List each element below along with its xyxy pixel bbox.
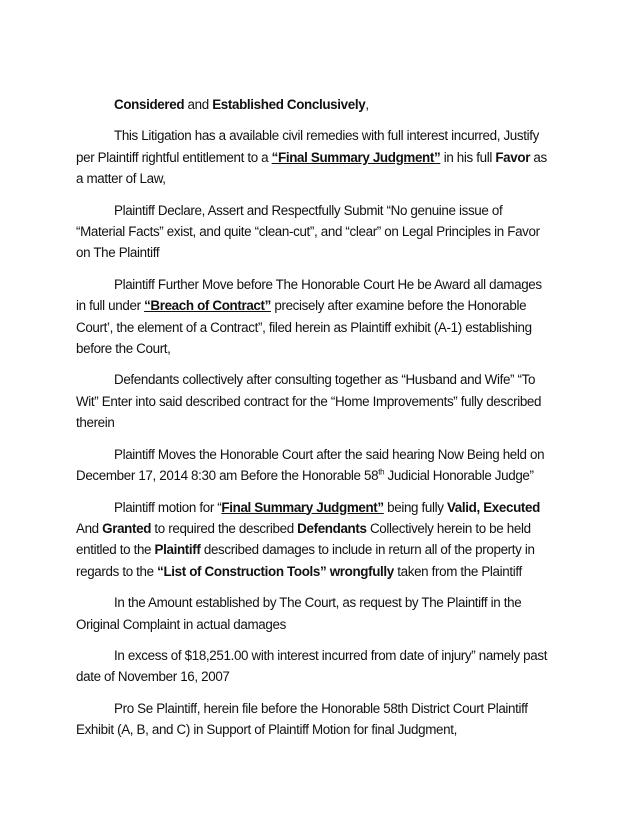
text-run: In excess of $18,251.00 with interest incurred from date of injury” namely past date of November 16, 2007 [76,647,548,685]
paragraph-excess [76,645,554,688]
text-run: This Litigation has a available civil remedies with full interest incurred, Justify per Plaintiff rightful entitlement to a [76,128,539,165]
text-run: precisely after examine before the Honorable Court’, the element of a Contract”, filed herein as Plaintiff exhibit (A-1) establishing before the Court, [76,298,532,357]
emphasis-final-summary-judgment: “Final Summary Judgment” [271,149,441,165]
emphasis-breach-of-contract: “Breach of Contract” [144,298,271,314]
paragraph-litigation-remedies [76,125,554,189]
text-run: Plaintiff Moves the Honorable Court after the said hearing Now Being held on December 17, 2014 8:30 am Before the Honorable 58 [76,446,545,484]
superscript-th: th [378,467,385,477]
text-run: and [184,97,213,112]
text-run: In the Amount established by The Court, as request by The Plaintiff in the Original Complaint in actual damages [76,595,522,632]
paragraph-further-move [76,274,554,360]
bold-text: Plaintiff [154,542,201,558]
text-run: Judicial Honorable Judge” [384,468,534,484]
bold-text: Established Conclusively [212,97,366,112]
paragraph-pro-se [76,698,554,741]
bold-text: Valid, Executed [446,499,540,515]
bold-text: “List of Construction Tools” wrongfully [157,563,394,579]
text-run: described damages to include in return all of the property in regards to the [76,542,535,579]
text-run: taken from the Plaintiff [393,563,522,579]
emphasis-final-summary-judgment: Final Summary Judgment” [221,499,384,515]
text-run: Collectively herein to be held entitled to the [76,520,531,558]
text-run: in his full [440,149,496,165]
bold-text: Favor [495,149,531,165]
bold-text: Considered [114,97,185,112]
text-run: Plaintiff Declare, Assert and Respectfully Submit “No genuine issue of “Material Facts” exist, and quite “clean-cut”, and “clear” on Legal Principles in Favor on The Plaintiff [76,202,540,261]
text-run: And [76,520,103,536]
paragraph-amount [76,592,554,635]
text-run: being fully [383,499,447,515]
text-run: Plaintiff Further Move before The Honorable Court He be Award all damages in full under [76,276,542,314]
paragraph-motion [76,497,554,583]
text-run: Plaintiff motion for “ [114,499,222,515]
bold-text: Granted [102,520,152,536]
paragraph-defendants [76,369,554,433]
text-run: to required the described [151,520,298,536]
paragraph-declare-assert [76,200,554,264]
paragraph-considered [76,94,554,115]
paragraph-hearing [76,444,554,487]
text-run: Pro Se Plaintiff, herein file before the Honorable 58th District Court Plaintiff Exhibit (A, B, and C) in Support of Plaintiff Motion for final Judgment, [76,700,528,738]
text-run: as a matter of Law, [76,149,547,187]
document-page [76,94,554,751]
bold-text: Defendants [297,520,367,536]
text-run: , [365,97,369,112]
text-run: Defendants collectively after consulting together as “Husband and Wife” “To Wit” Enter into said described contract for the “Home Improvements” fully described therein [76,372,542,431]
